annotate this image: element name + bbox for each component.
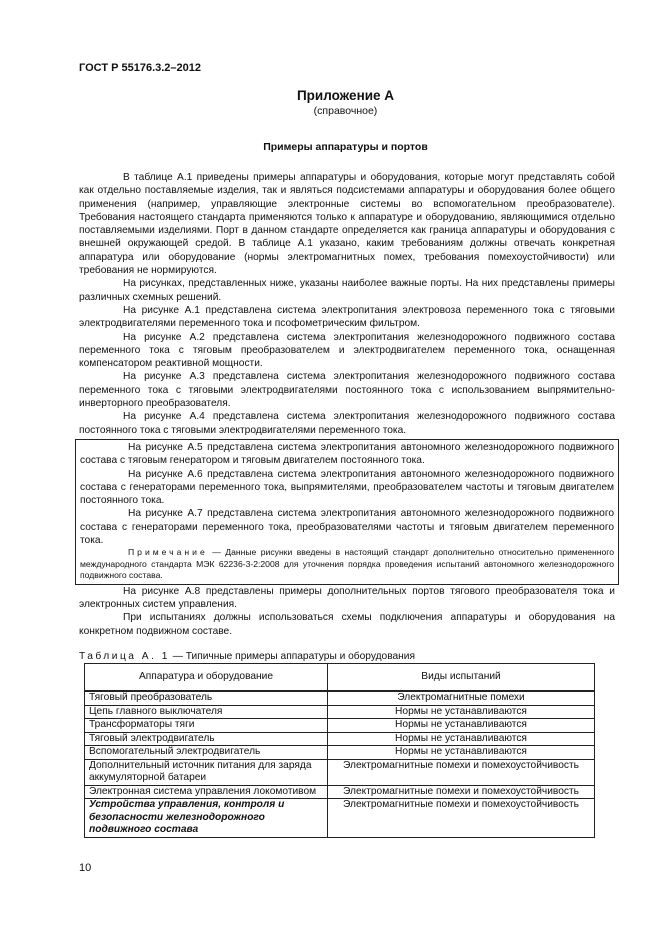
- paragraph: На рисунке А.1 представлена система электропитания электровоза переменного тока с тяговыми электродвигателями переменного тока и псофометрическим фильтром.: [79, 304, 615, 330]
- table-row: [85, 691, 595, 705]
- equipment-cell: Цепь главного выключателя: [85, 705, 328, 719]
- tests-cell: Нормы не устанавливаются: [328, 719, 595, 733]
- tests-cell: Нормы не устанавливаются: [328, 746, 595, 760]
- table-caption-text: — Типичные примеры аппаратуры и оборудования: [169, 651, 415, 662]
- column-header-tests: Виды испытаний: [328, 664, 595, 692]
- note-text: — Данные рисунки введены в настоящий стандарт дополнительно относительно примененного международного стандарта МЭК 62236-3-2:2008 для уточнения порядка проведения испытаний автономного железнодорожного подвижного состава.: [80, 547, 614, 581]
- column-header-equipment: Аппаратура и оборудование: [85, 664, 328, 692]
- table-row: [85, 705, 595, 719]
- paragraph: На рисунке А.5 представлена система электропитания автономного железнодорожного подвижного состава с тяговым генератором и тяговым двигателем постоянного тока.: [80, 441, 614, 467]
- paragraph: На рисунке А.7 представлена система электропитания автономного железнодорожного подвижного состава с генераторами переменного тока, преобразователями частоты и тяговым двигателем переменного тока.: [80, 508, 614, 547]
- paragraph: На рисунке А.3 представлена система электропитания железнодорожного подвижного состава переменного тока с тяговыми электродвигателями постоянного тока с использованием выпрямительно- инверторного преобразователя.: [79, 371, 615, 410]
- paragraph: В таблице А.1 приведены примеры аппаратуры и оборудования, которые могут представлять собой как отдельно поставляемые изделия, так и являться подсистемами аппаратуры и оборудования более общего применения (например, управляющие электронные системы во вспомогательном преобразователе). Требования настоящего стандарта применяются только к аппаратуре и оборудованию, являющимися отдельно поставляемыми изделиями. Порт в данном стандарте определяется как граница аппаратуры и оборудования с внешней окружающей средой. В таблице А.1 указано, каким требованиям должны отвечать конкретная аппаратура или оборудование (нормы электромагнитных помех, требования помехоустойчивости) или требования не нормируются.: [79, 172, 615, 277]
- tests-cell: Электромагнитные помехи и помехоустойчивость: [328, 799, 595, 838]
- equipment-table: [84, 663, 595, 838]
- table-header-row: [85, 664, 595, 692]
- paragraph: На рисунках, представленных ниже, указаны наиболее важные порты. На них представлены примеры различных схемных решений.: [79, 278, 615, 303]
- table-row: [85, 746, 595, 760]
- body-text: [79, 171, 615, 638]
- page-number: 10: [79, 862, 92, 874]
- table-row: [85, 785, 595, 799]
- paragraph: На рисунке А.2 представлена система электропитания железнодорожного подвижного состава переменного тока с тяговым преобразователем и электродвигателем переменного тока, оснащенная компенсатором реактивной мощности.: [79, 331, 615, 370]
- table-row: [85, 719, 595, 733]
- table-row: [85, 759, 595, 785]
- table-row: [85, 799, 595, 838]
- table-caption-label: Таблица А. 1: [79, 651, 170, 662]
- equipment-cell: Вспомогательный электродвигатель: [85, 746, 328, 760]
- table-caption: [79, 651, 415, 662]
- equipment-cell: Устройства управления, контроля и безопасности железнодорожного подвижного состава: [85, 799, 328, 838]
- paragraph: При испытаниях должны использоваться схемы подключения аппаратуры и оборудования на конкретном подвижном составе.: [79, 612, 615, 637]
- paragraph: На рисунке А.4 представлена система электропитания железнодорожного подвижного состава постоянного тока с тяговыми электродвигателями переменного тока.: [79, 411, 615, 436]
- tests-cell: Электромагнитные помехи и помехоустойчивость: [328, 759, 595, 785]
- appendix-title: Приложение А: [296, 88, 395, 103]
- note-label: Примечание: [128, 547, 208, 558]
- equipment-cell: Электронная система управления локомотивом: [85, 785, 328, 799]
- table-row: [85, 732, 595, 746]
- equipment-cell: Трансформаторы тяги: [85, 719, 328, 733]
- equipment-cell: Тяговый преобразователь: [85, 691, 328, 705]
- tests-cell: Электромагнитные помехи: [328, 691, 595, 705]
- tests-cell: Нормы не устанавливаются: [328, 732, 595, 746]
- inserted-text-box: [75, 439, 619, 585]
- equipment-cell: Дополнительный источник питания для заряда аккумуляторной батареи: [85, 759, 328, 785]
- appendix-subtitle: (справочное): [313, 105, 378, 117]
- paragraph: На рисунке А.8 представлены примеры дополнительных портов тягового преобразователя тока и электронных систем управления.: [79, 585, 615, 611]
- paragraph: На рисунке А.6 представлена система электропитания автономного железнодорожного подвижного состава с генераторами переменного тока, выпрямителями, преобразователем частоты и тяговым двигателем постоянного тока.: [80, 468, 614, 507]
- note: [80, 547, 614, 582]
- tests-cell: Электромагнитные помехи и помехоустойчивость: [328, 785, 595, 799]
- tests-cell: Нормы не устанавливаются: [328, 705, 595, 719]
- section-title: Примеры аппаратуры и портов: [263, 141, 428, 153]
- equipment-cell: Тяговый электродвигатель: [85, 732, 328, 746]
- document-code: ГОСТ Р 55176.3.2–2012: [79, 62, 202, 74]
